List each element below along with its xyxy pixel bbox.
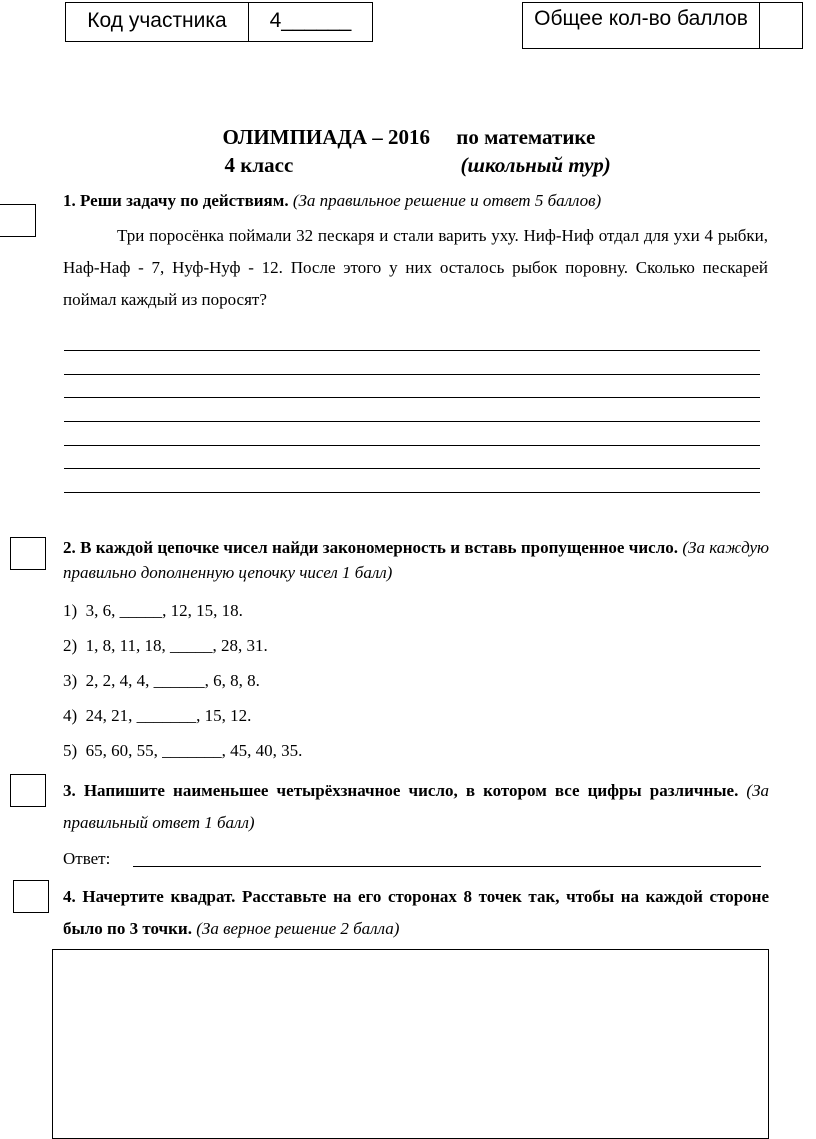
sequence-item: 4) 24, 21, _______, 15, 12. bbox=[63, 706, 252, 725]
participant-code-value: 4______ bbox=[269, 9, 352, 32]
task3-answer-label: Ответ: bbox=[63, 849, 111, 868]
title-grade: 4 класс bbox=[224, 153, 294, 177]
answer-line[interactable] bbox=[64, 421, 760, 422]
title-subject: по математике bbox=[456, 125, 596, 149]
task1-heading bbox=[63, 188, 773, 213]
sequence-item: 3) 2, 2, 4, 4, ______, 6, 8, 8. bbox=[63, 671, 260, 690]
drawing-area[interactable] bbox=[52, 949, 769, 1139]
task2-heading bbox=[63, 535, 769, 585]
task1-score-box[interactable] bbox=[0, 204, 36, 237]
sequence-item: 5) 65, 60, 55, _______, 45, 40, 35. bbox=[63, 741, 303, 760]
answer-line[interactable] bbox=[64, 397, 760, 398]
total-score-value-cell bbox=[759, 2, 803, 49]
task3-heading bbox=[63, 775, 769, 839]
task4-heading bbox=[63, 881, 769, 945]
answer-line[interactable] bbox=[64, 468, 760, 469]
task2-heading-text: В каждой цепочке чисел найди закономерность и вставь пропущенное число. bbox=[80, 538, 679, 557]
task3-score-box[interactable] bbox=[10, 774, 46, 807]
title-olympiad: ОЛИМПИАДА – 2016 bbox=[222, 125, 431, 149]
task1-number: 1. bbox=[63, 191, 76, 210]
task2-number: 2. bbox=[63, 538, 76, 557]
answer-line[interactable] bbox=[64, 350, 760, 351]
sequence-item: 1) 3, 6, _____, 12, 15, 18. bbox=[63, 601, 243, 620]
task3-heading-text: Напишите наименьшее четырёхзначное число, в котором все цифры различные. bbox=[83, 781, 739, 800]
total-score-label: Общее кол-во баллов bbox=[534, 7, 748, 30]
participant-code-value-cell bbox=[248, 2, 373, 42]
grade-title bbox=[214, 128, 293, 178]
total-score-label-cell bbox=[522, 2, 760, 49]
sequence-item: 2) 1, 8, 11, 18, _____, 28, 31. bbox=[63, 636, 268, 655]
task1-points: (За правильное решение и ответ 5 баллов) bbox=[292, 191, 602, 210]
answer-line[interactable] bbox=[64, 445, 760, 446]
task2-score-box[interactable] bbox=[10, 537, 46, 570]
task1-problem-text bbox=[63, 220, 768, 316]
task2-points: (За каждую правильно дополненную цепочку чисел 1 балл) bbox=[63, 538, 770, 582]
answer-line[interactable] bbox=[64, 492, 760, 493]
task1-text: Три поросёнка поймали 32 пескаря и стали варить уху. Ниф-Ниф отдал для ухи 4 рыбки, Наф-Наф - 7, Нуф-Нуф - 12. После этого у них осталось рыбок поровну. Сколько пескарей поймал каждый из поросят? bbox=[63, 226, 768, 309]
tour-title bbox=[450, 128, 611, 178]
task4-number: 4. bbox=[63, 887, 76, 906]
task4-points: (За верное решение 2 балла) bbox=[196, 919, 400, 938]
participant-code-label-cell bbox=[65, 2, 249, 42]
task4-score-box[interactable] bbox=[13, 880, 49, 913]
participant-code-label: Код участника bbox=[87, 9, 227, 32]
answer-line[interactable] bbox=[64, 374, 760, 375]
task4-heading-text: Начертите квадрат. Расставьте на его сторонах 8 точек так, чтобы на каждой стороне было по 3 точки. bbox=[63, 887, 769, 938]
task3-answer-line[interactable] bbox=[133, 866, 761, 867]
title-tour: (школьный тур) bbox=[460, 153, 611, 177]
task3-points: (За правильный ответ 1 балл) bbox=[63, 781, 769, 832]
task1-heading-text: Реши задачу по действиям. bbox=[80, 191, 289, 210]
task3-number: 3. bbox=[63, 781, 76, 800]
